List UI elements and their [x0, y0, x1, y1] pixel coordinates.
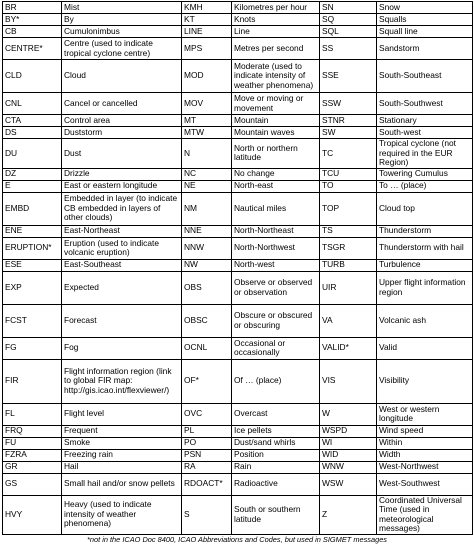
- abbreviation-code: OCNL: [182, 337, 232, 359]
- table-row: [3, 403, 473, 425]
- abbreviation-meaning: Thunderstorm with hail: [377, 237, 473, 259]
- abbreviation-meaning: East-Southeast: [62, 259, 182, 271]
- abbreviation-meaning: North-west: [232, 259, 320, 271]
- abbreviation-code: SS: [320, 38, 377, 60]
- abbreviation-code: CB: [3, 26, 62, 38]
- abbreviation-meaning: Heavy (used to indicate intensity of weather phenomena): [62, 495, 182, 534]
- abbreviation-meaning: Mountain: [232, 115, 320, 127]
- abbreviation-meaning: Moderate (used to indicate intensity of weather phenomena): [232, 60, 320, 93]
- table-row: [3, 139, 473, 169]
- abbreviation-meaning: East or eastern longitude: [62, 180, 182, 192]
- abbreviation-code: VALID*: [320, 337, 377, 359]
- abbreviation-meaning: Expected: [62, 271, 182, 304]
- abbreviation-code: MOD: [182, 60, 232, 93]
- abbreviation-code: FU: [3, 437, 62, 449]
- abbreviation-meaning: No change: [232, 168, 320, 180]
- abbreviation-meaning: To … (place): [377, 180, 473, 192]
- abbreviation-code: S: [182, 495, 232, 534]
- table-row: [3, 192, 473, 225]
- abbreviation-code: OBSC: [182, 304, 232, 337]
- abbreviation-code: FZRA: [3, 449, 62, 461]
- table-row: [3, 115, 473, 127]
- abbreviation-meaning: Squall line: [377, 26, 473, 38]
- abbreviation-meaning: Radioactive: [232, 473, 320, 495]
- abbreviations-table-body: [3, 2, 473, 535]
- abbreviation-code: PSN: [182, 449, 232, 461]
- abbreviation-code: WNW: [320, 461, 377, 473]
- abbreviation-meaning: North-east: [232, 180, 320, 192]
- abbreviation-meaning: Ice pellets: [232, 425, 320, 437]
- abbreviation-code: TC: [320, 139, 377, 169]
- abbreviation-meaning: Squalls: [377, 14, 473, 26]
- abbreviation-code: Z: [320, 495, 377, 534]
- abbreviation-code: FRQ: [3, 425, 62, 437]
- abbreviation-code: TOP: [320, 192, 377, 225]
- table-row: [3, 259, 473, 271]
- abbreviation-meaning: Freezing rain: [62, 449, 182, 461]
- abbreviation-meaning: South-Southwest: [377, 93, 473, 115]
- abbreviation-code: ERUPTION*: [3, 237, 62, 259]
- table-row: [3, 473, 473, 495]
- abbreviation-meaning: Visibility: [377, 359, 473, 403]
- abbreviation-meaning: Cloud: [62, 60, 182, 93]
- abbreviation-code: NM: [182, 192, 232, 225]
- abbreviation-code: TO: [320, 180, 377, 192]
- table-row: [3, 127, 473, 139]
- abbreviation-meaning: Volcanic ash: [377, 304, 473, 337]
- abbreviation-meaning: Metres per second: [232, 38, 320, 60]
- abbreviation-code: EXP: [3, 271, 62, 304]
- table-row: [3, 425, 473, 437]
- abbreviation-meaning: Forecast: [62, 304, 182, 337]
- abbreviation-code: CTA: [3, 115, 62, 127]
- abbreviation-meaning: Width: [377, 449, 473, 461]
- abbreviation-code: W: [320, 403, 377, 425]
- table-row: [3, 60, 473, 93]
- abbreviation-meaning: Kilometres per hour: [232, 2, 320, 14]
- abbreviation-code: FIR: [3, 359, 62, 403]
- abbreviation-code: UIR: [320, 271, 377, 304]
- abbreviation-meaning: West-Southwest: [377, 473, 473, 495]
- abbreviation-meaning: Flight level: [62, 403, 182, 425]
- abbreviation-code: SN: [320, 2, 377, 14]
- abbreviation-code: SW: [320, 127, 377, 139]
- abbreviation-meaning: East-Northeast: [62, 225, 182, 237]
- abbreviation-meaning: Towering Cumulus: [377, 168, 473, 180]
- abbreviation-code: TCU: [320, 168, 377, 180]
- abbreviations-table: [2, 1, 473, 535]
- abbreviation-code: BR: [3, 2, 62, 14]
- abbreviation-meaning: North-Northwest: [232, 237, 320, 259]
- abbreviation-code: DS: [3, 127, 62, 139]
- abbreviation-code: FCST: [3, 304, 62, 337]
- abbreviation-meaning: Snow: [377, 2, 473, 14]
- table-row: [3, 26, 473, 38]
- table-row: [3, 359, 473, 403]
- abbreviation-meaning: Dust: [62, 139, 182, 169]
- abbreviation-code: NE: [182, 180, 232, 192]
- abbreviation-code: PL: [182, 425, 232, 437]
- abbreviation-meaning: Obscure or obscured or obscuring: [232, 304, 320, 337]
- abbreviation-meaning: Mist: [62, 2, 182, 14]
- abbreviation-code: TSGR: [320, 237, 377, 259]
- abbreviation-meaning: Coordinated Universal Time (used in meteorological messages): [377, 495, 473, 534]
- abbreviation-code: FL: [3, 403, 62, 425]
- abbreviation-meaning: Thunderstorm: [377, 225, 473, 237]
- abbreviation-code: WSW: [320, 473, 377, 495]
- abbreviation-code: EMBD: [3, 192, 62, 225]
- abbreviation-meaning: Duststorm: [62, 127, 182, 139]
- abbreviation-meaning: Position: [232, 449, 320, 461]
- abbreviation-meaning: Upper flight information region: [377, 271, 473, 304]
- abbreviation-meaning: Cloud top: [377, 192, 473, 225]
- abbreviation-code: N: [182, 139, 232, 169]
- abbreviation-code: NNW: [182, 237, 232, 259]
- table-row: [3, 304, 473, 337]
- abbreviation-meaning: Observe or observed or observation: [232, 271, 320, 304]
- table-row: [3, 237, 473, 259]
- abbreviation-code: NW: [182, 259, 232, 271]
- table-row: [3, 180, 473, 192]
- table-row: [3, 449, 473, 461]
- abbreviation-meaning: Frequent: [62, 425, 182, 437]
- abbreviation-meaning: Cancel or cancelled: [62, 93, 182, 115]
- table-row: [3, 14, 473, 26]
- abbreviation-meaning: West-Northwest: [377, 461, 473, 473]
- abbreviation-code: CLD: [3, 60, 62, 93]
- abbreviation-meaning: Tropical cyclone (not required in the EUR Region): [377, 139, 473, 169]
- abbreviation-meaning: Stationary: [377, 115, 473, 127]
- abbreviation-meaning: Small hail and/or snow pellets: [62, 473, 182, 495]
- table-row: [3, 225, 473, 237]
- abbreviation-code: SSE: [320, 60, 377, 93]
- abbreviation-code: GR: [3, 461, 62, 473]
- abbreviation-meaning: Wind speed: [377, 425, 473, 437]
- abbreviation-meaning: Sandstorm: [377, 38, 473, 60]
- abbreviation-code: FG: [3, 337, 62, 359]
- abbreviation-code: BY*: [3, 14, 62, 26]
- abbreviation-code: HVY: [3, 495, 62, 534]
- abbreviation-meaning: West or western longitude: [377, 403, 473, 425]
- abbreviation-meaning: Nautical miles: [232, 192, 320, 225]
- abbreviation-code: SSW: [320, 93, 377, 115]
- abbreviation-meaning: South-Southeast: [377, 60, 473, 93]
- abbreviation-meaning: By: [62, 14, 182, 26]
- abbreviation-code: CNL: [3, 93, 62, 115]
- abbreviation-meaning: North or northern latitude: [232, 139, 320, 169]
- table-row: [3, 461, 473, 473]
- abbreviation-code: RDOACT*: [182, 473, 232, 495]
- abbreviation-meaning: Flight information region (link to global FIR map: http://gis.icao.int/flexviewer/): [62, 359, 182, 403]
- abbreviation-code: WI: [320, 437, 377, 449]
- abbreviation-code: STNR: [320, 115, 377, 127]
- table-row: [3, 271, 473, 304]
- abbreviation-meaning: Mountain waves: [232, 127, 320, 139]
- abbreviation-meaning: Fog: [62, 337, 182, 359]
- abbreviation-meaning: Control area: [62, 115, 182, 127]
- abbreviation-meaning: South or southern latitude: [232, 495, 320, 534]
- abbreviation-code: VIS: [320, 359, 377, 403]
- abbreviation-code: ENE: [3, 225, 62, 237]
- abbreviation-meaning: Line: [232, 26, 320, 38]
- abbreviation-meaning: Hail: [62, 461, 182, 473]
- footnote: *not in the ICAO Doc 8400, ICAO Abbreviations and Codes, but used in SIGMET messages: [86, 535, 388, 544]
- abbreviation-meaning: Move or moving or movement: [232, 93, 320, 115]
- abbreviation-code: MT: [182, 115, 232, 127]
- abbreviation-code: SQ: [320, 14, 377, 26]
- abbreviation-code: WSPD: [320, 425, 377, 437]
- abbreviation-code: MPS: [182, 38, 232, 60]
- abbreviation-meaning: South-west: [377, 127, 473, 139]
- abbreviation-code: ESE: [3, 259, 62, 271]
- abbreviation-meaning: Overcast: [232, 403, 320, 425]
- abbreviation-code: KT: [182, 14, 232, 26]
- abbreviation-code: CENTRE*: [3, 38, 62, 60]
- abbreviation-code: OBS: [182, 271, 232, 304]
- abbreviation-meaning: Dust/sand whirls: [232, 437, 320, 449]
- abbreviation-meaning: North-Northeast: [232, 225, 320, 237]
- abbreviation-code: DZ: [3, 168, 62, 180]
- abbreviation-code: RA: [182, 461, 232, 473]
- table-row: [3, 93, 473, 115]
- abbreviation-code: MOV: [182, 93, 232, 115]
- abbreviation-code: E: [3, 180, 62, 192]
- abbreviation-code: KMH: [182, 2, 232, 14]
- abbreviation-code: TURB: [320, 259, 377, 271]
- abbreviation-meaning: Drizzle: [62, 168, 182, 180]
- table-row: [3, 168, 473, 180]
- abbreviation-code: SQL: [320, 26, 377, 38]
- abbreviation-meaning: Eruption (used to indicate volcanic eruption): [62, 237, 182, 259]
- abbreviation-code: GS: [3, 473, 62, 495]
- abbreviation-meaning: Of … (place): [232, 359, 320, 403]
- abbreviation-meaning: Turbulence: [377, 259, 473, 271]
- abbreviation-meaning: Cumulonimbus: [62, 26, 182, 38]
- abbreviation-meaning: Centre (used to indicate tropical cyclone centre): [62, 38, 182, 60]
- table-row: [3, 38, 473, 60]
- table-row: [3, 337, 473, 359]
- abbreviation-meaning: Rain: [232, 461, 320, 473]
- abbreviation-meaning: Occasional or occasionally: [232, 337, 320, 359]
- abbreviation-code: OF*: [182, 359, 232, 403]
- abbreviation-meaning: Knots: [232, 14, 320, 26]
- table-row: [3, 2, 473, 14]
- abbreviation-code: PO: [182, 437, 232, 449]
- abbreviation-meaning: Smoke: [62, 437, 182, 449]
- table-row: [3, 495, 473, 534]
- abbreviation-code: NNE: [182, 225, 232, 237]
- abbreviation-meaning: Valid: [377, 337, 473, 359]
- abbreviation-code: WID: [320, 449, 377, 461]
- abbreviation-meaning: Within: [377, 437, 473, 449]
- abbreviation-code: NC: [182, 168, 232, 180]
- abbreviation-code: VA: [320, 304, 377, 337]
- abbreviation-code: MTW: [182, 127, 232, 139]
- abbreviation-code: LINE: [182, 26, 232, 38]
- table-row: [3, 437, 473, 449]
- abbreviation-meaning: Embedded in layer (to indicate CB embedded in layers of other clouds): [62, 192, 182, 225]
- abbreviation-code: DU: [3, 139, 62, 169]
- abbreviation-code: TS: [320, 225, 377, 237]
- abbreviation-code: OVC: [182, 403, 232, 425]
